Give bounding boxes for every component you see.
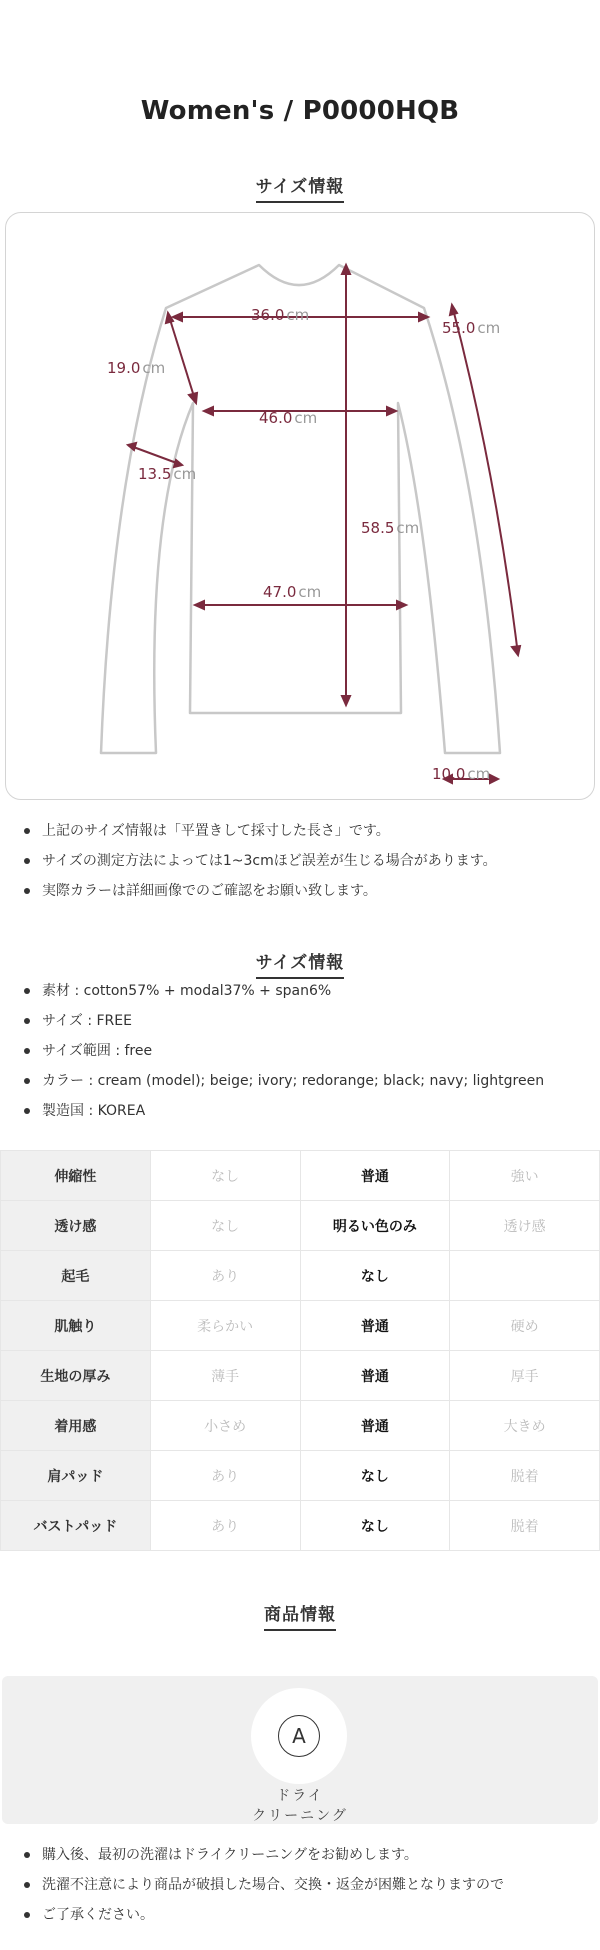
fabric-attribute-table [0, 1150, 600, 1551]
sleeve-width-value: 13.5 [138, 465, 172, 483]
care-notes-list [22, 1840, 592, 1930]
list-item: 素材 : cotton57% + modal37% + span6% [22, 976, 592, 1006]
attribute-option: あり [150, 1451, 300, 1501]
attribute-option-selected: 普通 [300, 1401, 450, 1451]
care-instructions-box [2, 1676, 598, 1824]
sleeve-width-unit: cm [173, 465, 197, 483]
product-info-heading [0, 1600, 600, 1631]
length-value: 58.5 [361, 519, 395, 537]
list-item: サイズ範囲 : free [22, 1036, 592, 1066]
armhole-unit: cm [142, 359, 166, 377]
chest-measure [259, 409, 317, 427]
cuff-unit: cm [467, 765, 491, 783]
garment-outline [101, 265, 500, 753]
size-diagram [5, 212, 595, 800]
table-row [1, 1201, 600, 1251]
attribute-option: なし [150, 1151, 300, 1201]
attribute-option-selected: 普通 [300, 1151, 450, 1201]
list-item: サイズ : FREE [22, 1006, 592, 1036]
attribute-label: 起毛 [1, 1251, 151, 1301]
chest-unit: cm [294, 409, 318, 427]
length-unit: cm [396, 519, 420, 537]
page-title: Women's / P0000HQB [140, 96, 460, 126]
attribute-label: 肌触り [1, 1301, 151, 1351]
length-measure [361, 519, 419, 537]
detail-heading [0, 948, 600, 979]
list-item: 製造国 : KOREA [22, 1096, 592, 1126]
attribute-label: バストパッド [1, 1501, 151, 1551]
attribute-option: 厚手 [450, 1351, 600, 1401]
attribute-option: 透け感 [450, 1201, 600, 1251]
sleeve-measure [442, 319, 500, 337]
attribute-option: なし [150, 1201, 300, 1251]
attribute-option: 大きめ [450, 1401, 600, 1451]
product-info-heading-text: 商品情報 [264, 1600, 336, 1631]
attribute-option-selected: なし [300, 1251, 450, 1301]
cuff-measure [432, 765, 490, 783]
table-row [1, 1251, 600, 1301]
hem-measure [263, 583, 321, 601]
attribute-option-selected: なし [300, 1451, 450, 1501]
list-item: 実際カラーは詳細画像でのご確認をお願い致します。 [22, 876, 592, 906]
list-item: カラー : cream (model); beige; ivory; redorange; black; navy; lightgreen [22, 1066, 592, 1096]
attribute-label: 透け感 [1, 1201, 151, 1251]
attribute-option [450, 1251, 600, 1301]
table-row [1, 1451, 600, 1501]
attribute-label: 生地の厚み [1, 1351, 151, 1401]
table-row [1, 1401, 600, 1451]
attribute-option: 薄手 [150, 1351, 300, 1401]
attribute-option: 強い [450, 1151, 600, 1201]
attribute-option: あり [150, 1251, 300, 1301]
armhole-measure [107, 359, 165, 377]
attribute-option: 脱着 [450, 1501, 600, 1551]
care-label-line2: クリーニング [252, 1808, 348, 1824]
attribute-table-body [1, 1151, 600, 1551]
attribute-option-selected: 普通 [300, 1301, 450, 1351]
shoulder-unit: cm [286, 306, 310, 324]
hem-unit: cm [298, 583, 322, 601]
attribute-option-selected: なし [300, 1501, 450, 1551]
attribute-option: あり [150, 1501, 300, 1551]
attribute-option-selected: 普通 [300, 1351, 450, 1401]
dry-clean-icon: A [278, 1715, 320, 1757]
care-label-line1: ドライ [276, 1788, 324, 1804]
table-row [1, 1151, 600, 1201]
attribute-option: 小さめ [150, 1401, 300, 1451]
detail-heading-text: サイズ情報 [256, 948, 345, 979]
size-info-heading-text: サイズ情報 [256, 172, 345, 203]
sleeve-value: 55.0 [442, 319, 476, 337]
spec-list [22, 976, 592, 1126]
table-row [1, 1351, 600, 1401]
shoulder-value: 36.0 [251, 306, 285, 324]
size-notes-list [22, 816, 592, 906]
attribute-option: 柔らかい [150, 1301, 300, 1351]
chest-value: 46.0 [259, 409, 293, 427]
list-item: 購入後、最初の洗濯はドライクリーニングをお勧めします。 [22, 1840, 592, 1870]
attribute-option: 脱着 [450, 1451, 600, 1501]
attribute-option: 硬め [450, 1301, 600, 1351]
cuff-value: 10.0 [432, 765, 466, 783]
garment-outline-svg [6, 213, 596, 801]
sleeve-unit: cm [477, 319, 501, 337]
table-row [1, 1301, 600, 1351]
attribute-label: 肩パッド [1, 1451, 151, 1501]
attribute-label: 着用感 [1, 1401, 151, 1451]
armhole-value: 19.0 [107, 359, 141, 377]
care-label [2, 1786, 598, 1826]
list-item: サイズの測定方法によっては1~3cmほど誤差が生じる場合があります。 [22, 846, 592, 876]
list-item: 洗濯不注意により商品が破損した場合、交換・返金が困難となりますので [22, 1870, 592, 1900]
sleeve-width-measure [138, 465, 196, 483]
hem-value: 47.0 [263, 583, 297, 601]
table-row [1, 1501, 600, 1551]
list-item-continuation: ご了承ください。 [22, 1900, 592, 1930]
list-item: 上記のサイズ情報は「平置きして採寸した長さ」です。 [22, 816, 592, 846]
size-info-heading [0, 172, 600, 203]
attribute-label: 伸縮性 [1, 1151, 151, 1201]
shoulder-measure [251, 306, 309, 324]
care-icon-circle [251, 1688, 347, 1784]
measurement-lines [128, 265, 520, 783]
attribute-option-selected: 明るい色のみ [300, 1201, 450, 1251]
